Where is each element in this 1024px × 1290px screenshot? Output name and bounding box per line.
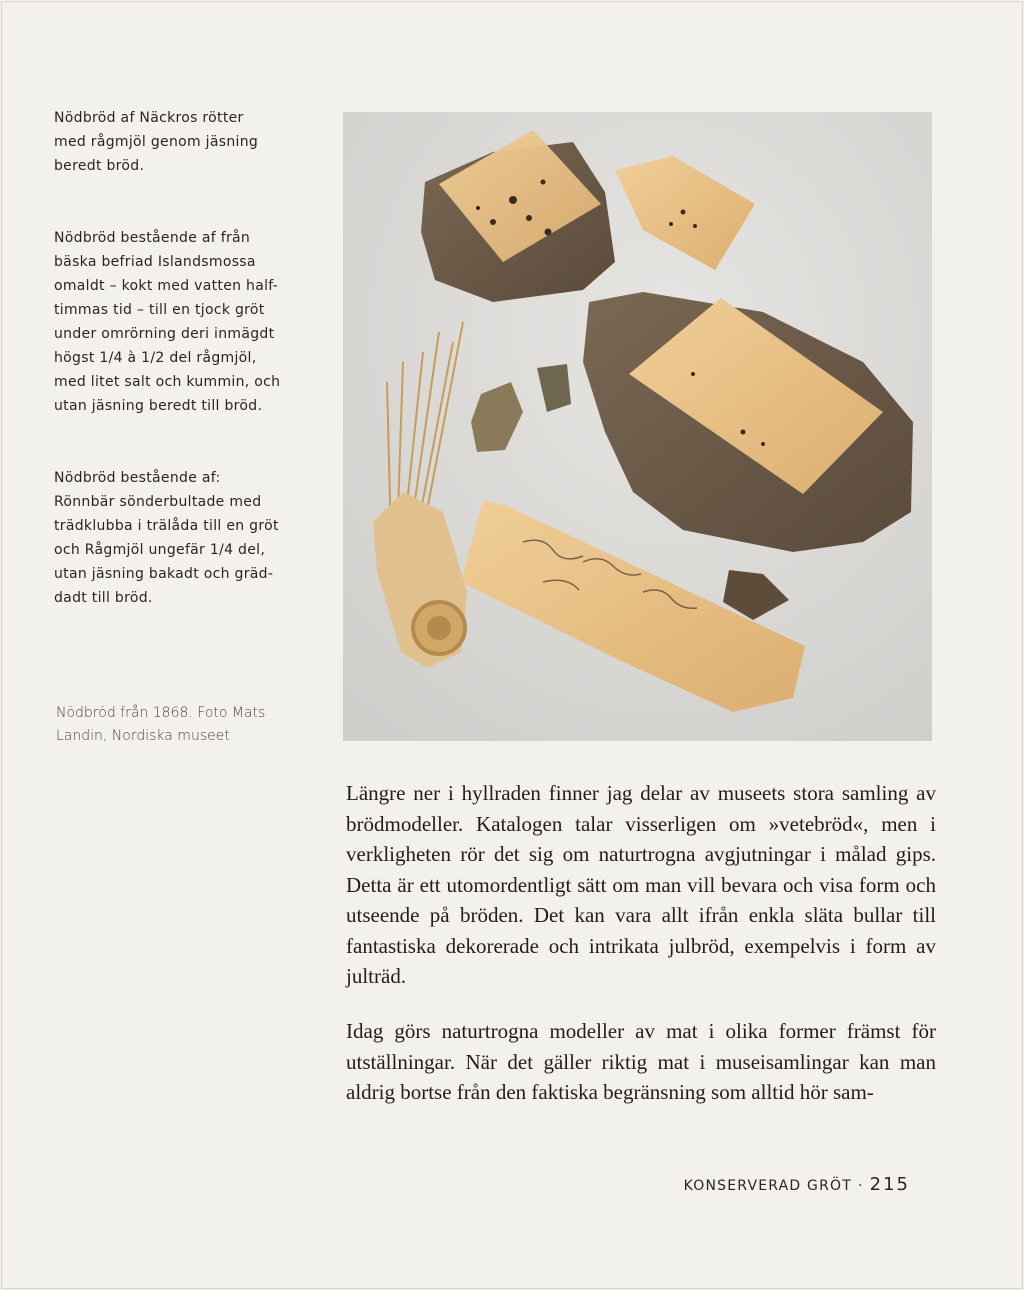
- sidebar-note-nackros: [54, 106, 294, 178]
- page-number: 215: [869, 1174, 910, 1195]
- photo-caption: Nödbröd från 1868. Foto Mats Landin, Nordiska museet: [56, 705, 266, 744]
- note-text: Nödbröd af Näckros rötter med rågmjöl genom jäsning beredt bröd.: [54, 110, 259, 174]
- note-text: Nödbröd bestående af från bäska befriad Islandsmossa omaldt – kokt med vatten half- timmas tid – till en tjock gröt under omrörning deri inmägdt högst 1/4 à 1/2 del rågmjöl, med litet salt och kummin, och utan jäsning beredt till bröd.: [54, 230, 281, 414]
- note-text: Nödbröd bestående af: Rönnbär sönderbultade med trädklubba i trälåda till en gröt och Rågmjöl ungefär 1/4 del, utan jäsning bakadt och gräd- dadt till bröd.: [54, 470, 279, 606]
- footer-separator: ·: [857, 1178, 864, 1194]
- paragraph-text: Längre ner i hyllraden finner jag delar av museets stora samling av brödmodeller. Katalogen talar visserligen om »vetebröd«, men i verkligheten rör det sig om naturtrogna avgjutningar i målad gips. Detta är ett utomordentligt sätt om man vill bevara och visa form och utseende på bröden. Det kan vara allt ifrån enkla släta bullar till fantastiska dekorerade och intrikata julbröd, exempelvis i form av julträd.: [346, 781, 936, 988]
- sidebar-note-islandsmossa: [54, 226, 294, 418]
- page-footer: [684, 1174, 910, 1195]
- running-section-title: KONSERVERAD GRÖT: [683, 1178, 852, 1194]
- body-paragraph-1: [346, 778, 936, 992]
- body-paragraph-2: [346, 1016, 936, 1108]
- paragraph-text: Idag görs naturtrogna modeller av mat i olika former främst för utställningar. När det gäller riktig mat i museisamlingar kan man aldrig bortse från den faktiska begränsning som alltid hör sam-: [346, 1019, 936, 1104]
- emergency-bread-photo: [343, 112, 932, 741]
- sidebar-note-ronnbar: [54, 466, 294, 610]
